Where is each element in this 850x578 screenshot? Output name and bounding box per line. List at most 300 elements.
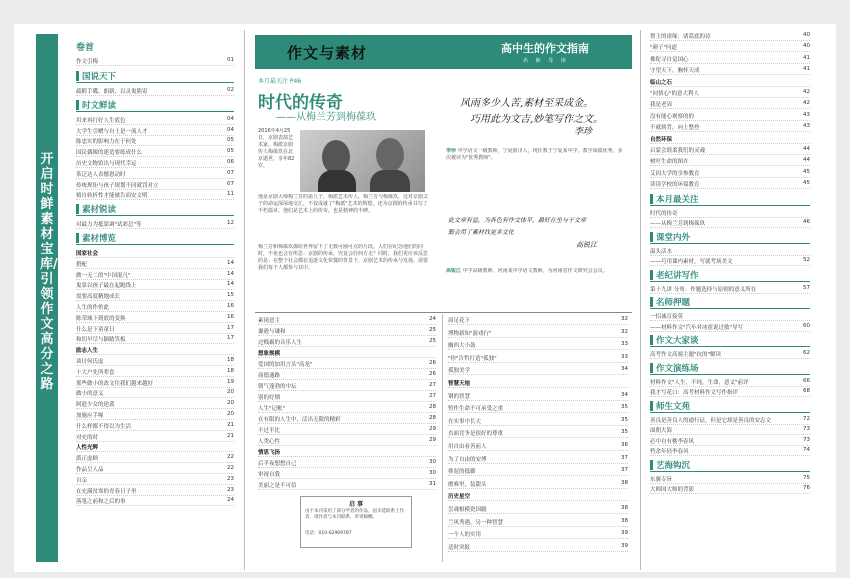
toc-leader: [76, 311, 234, 312]
section-underline: [650, 471, 810, 472]
toc-entry[interactable]: [76, 87, 234, 95]
toc-page-number: 11: [227, 191, 234, 198]
masthead-guide-title: 高中生的作文指南: [501, 42, 589, 55]
toc-entry[interactable]: [76, 357, 234, 365]
section-underline: [650, 243, 810, 244]
toc-entry-title: 陈忠实的影响力在于何处: [76, 139, 137, 146]
toc-leader: [76, 257, 234, 258]
toc-leader: [76, 451, 234, 452]
toc-entry[interactable]: [650, 285, 810, 293]
toc-entry[interactable]: [650, 378, 810, 386]
toc-page-number: 12: [227, 220, 234, 227]
toc-page-number: 19: [227, 378, 234, 385]
section-marker: [650, 270, 653, 280]
toc-leader: [258, 445, 436, 446]
toc-leader: [650, 40, 810, 41]
notice-body: 由于本刊采用了部分学者的作品，因未能联系上作者，请作者与本刊联系，奉寄稿酬。: [305, 509, 404, 520]
toc-leader: [76, 397, 234, 398]
toc-entry[interactable]: [76, 127, 234, 135]
toc-page-number: 33: [621, 353, 628, 360]
toc-entry-title: 谈讨何氏虚: [76, 359, 104, 365]
toc-page-number: 37: [621, 467, 628, 474]
toc-page-number: 15: [227, 292, 234, 299]
toc-entry-title: 朝气蓬勃的中坛: [258, 384, 297, 390]
toc-entry-title: 搭配: [76, 261, 88, 268]
toc-entry[interactable]: [650, 219, 810, 227]
toc-entry[interactable]: [448, 392, 628, 400]
toc-entry-title: 别的好烟: [258, 395, 281, 401]
author-bio-1: [446, 148, 626, 178]
toc-entry-title: 磨难里，装甜头: [448, 481, 487, 488]
toc-leader: [76, 387, 234, 388]
portrait-photo: [300, 130, 425, 192]
toc-leader: [76, 95, 234, 96]
calligraphy-signature: 李珍: [574, 127, 593, 137]
toc-leader: [650, 455, 810, 456]
toc-entry-title: 什么是下童童日: [76, 326, 115, 333]
toc-entry-title: 善良是善良人的通行证，但是它却是善良的安志文: [650, 417, 772, 424]
toc-page-number: 29: [429, 437, 436, 443]
toc-page-number: 38: [621, 517, 628, 524]
toc-leader: [258, 467, 436, 468]
toc-leader: [76, 145, 234, 146]
toc-entry[interactable]: [76, 148, 234, 156]
toc-leader: [448, 463, 628, 464]
section-marker: [650, 194, 653, 204]
toc-section-header: [650, 297, 810, 307]
toc-entry[interactable]: [650, 32, 810, 40]
toc-leader: [76, 178, 234, 179]
toc-entry[interactable]: [650, 312, 810, 320]
toc-leader: [76, 156, 234, 157]
toc-entry-title: 我是老周: [650, 102, 673, 109]
section-underline: [650, 346, 810, 347]
toc-page-number: 32: [621, 316, 628, 322]
toc-page-number: 06: [227, 159, 234, 165]
toc-page-number: 45: [803, 180, 810, 187]
toc-leader: [76, 484, 234, 485]
toc-entry-title: ——材料作文"汽车对冰雹说过敏"导写: [650, 324, 744, 331]
toc-page-number: 21: [227, 432, 234, 439]
toc-leader: [650, 143, 810, 144]
toc-entry[interactable]: [258, 316, 436, 324]
toc-entry[interactable]: [650, 388, 810, 396]
toc-entry[interactable]: [258, 437, 436, 445]
toc-entry[interactable]: [258, 393, 436, 401]
toc-entry[interactable]: [76, 191, 234, 199]
toc-entry[interactable]: [448, 316, 628, 324]
toc-entry[interactable]: [650, 350, 810, 358]
toc-entry[interactable]: [76, 433, 234, 441]
toc-leader: [76, 441, 234, 442]
toc-entry[interactable]: [76, 465, 234, 473]
toc-leader: [650, 396, 810, 397]
toc-entry[interactable]: [448, 404, 628, 412]
toc-page-number: 39: [621, 530, 628, 537]
toc-subheading: [448, 379, 628, 387]
section-marker: [650, 232, 653, 242]
toc-entry-title: 没有能心观察的的: [650, 113, 695, 120]
toc-entry-title: 守望天下，胸怀天成: [650, 68, 700, 75]
toc-entry[interactable]: [650, 157, 810, 165]
toc-entry[interactable]: [650, 146, 810, 154]
toc-entry[interactable]: [650, 426, 810, 434]
toc-page-number: 14: [227, 270, 234, 277]
section-marker: [76, 204, 79, 214]
section-marker: [650, 297, 653, 307]
toc-entry[interactable]: [76, 57, 234, 65]
toc-entry-title: 商足花下: [448, 318, 471, 324]
toc-leader: [448, 387, 628, 388]
toc-entry[interactable]: [448, 417, 628, 425]
toc-leader: [650, 445, 810, 446]
toc-page-number: 04: [227, 115, 234, 122]
toc-entry[interactable]: [76, 260, 234, 268]
toc-leader: [650, 74, 810, 75]
toc-leader: [258, 456, 436, 457]
calligraphy-line-3: 此文章有益，为各色有作文体平，最好在坐与于文章: [448, 217, 587, 224]
toc-entry[interactable]: [650, 416, 810, 424]
toc-entry[interactable]: [76, 281, 234, 289]
toc-page-number: 38: [621, 479, 628, 486]
toc-page-number: 20: [227, 389, 234, 396]
toc-leader: [650, 108, 810, 109]
toc-page-number: 07: [227, 180, 234, 187]
toc-entry[interactable]: [258, 371, 436, 379]
toc-leader: [448, 374, 628, 375]
toc-page-number: 05: [227, 148, 234, 155]
toc-entry-title: 佛陀寻自觉国心: [650, 56, 689, 63]
toc-page-number: 36: [621, 442, 628, 448]
toc-entry-title: 不就到背，向上整登: [650, 125, 700, 132]
toc-leader: [650, 227, 810, 228]
toc-entry[interactable]: [448, 429, 628, 437]
toc-page-number: 22: [227, 465, 234, 471]
toc-leader: [258, 434, 436, 435]
toc-leader: [448, 349, 628, 350]
toc-leader: [650, 86, 810, 87]
toc-leader: [650, 154, 810, 155]
calligraphy-line-2: 巧用此为文吉,妙笔写作之文。: [470, 114, 604, 125]
toc-entry[interactable]: [650, 66, 810, 74]
toc-entry[interactable]: [76, 220, 234, 228]
toc-entry[interactable]: [448, 505, 628, 513]
toc-entry[interactable]: [258, 481, 436, 489]
section-marker: [650, 401, 653, 411]
toc-subheading: [448, 492, 628, 500]
article-title: 时代的传奇: [258, 93, 343, 113]
toc-entry[interactable]: [650, 43, 810, 51]
toc-section-header: [650, 232, 810, 242]
portrait-body-right: [370, 170, 410, 192]
toc-leader: [76, 322, 234, 323]
toc-entry-title: 美丽之是不可信: [258, 483, 297, 489]
toc-page-number: 76: [803, 485, 810, 492]
toc-entry-title: 人生"记帐": [258, 406, 286, 412]
toc-subheading: [76, 443, 234, 451]
toc-entry[interactable]: [650, 112, 810, 120]
section-label: 时文鲜读: [82, 100, 117, 111]
toc-leader: [76, 167, 234, 168]
magazine-logo: 作文与素材: [287, 44, 368, 62]
section-underline: [650, 205, 810, 206]
toc-leader: [258, 390, 436, 391]
toc-page-number: 44: [803, 157, 810, 164]
toc-entry[interactable]: [448, 366, 628, 374]
toc-entry-title: 疏附手碟、朗新、以灵鬼熊寄: [76, 89, 148, 95]
toc-entry[interactable]: [258, 404, 436, 412]
toc-leader: [258, 379, 436, 380]
toc-entry-title: 大学生引赠与自土是一流人才: [76, 128, 148, 135]
toc-entry[interactable]: [76, 116, 234, 124]
toc-leader: [76, 65, 234, 66]
toc-subheading: [76, 346, 234, 354]
toc-entry[interactable]: [650, 485, 810, 493]
section-marker: [650, 363, 653, 373]
toc-section-header: [650, 270, 810, 280]
toc-entry[interactable]: [650, 437, 810, 445]
toc-entry-title: 在有限的人生中，活出无限的精彩: [258, 417, 341, 423]
section-underline: [650, 374, 810, 375]
toc-entry[interactable]: [448, 341, 628, 349]
toc-entry-title: "同情心"的意大利人: [650, 91, 700, 97]
toc-entry-title: 做小的意义: [76, 391, 104, 398]
toc-entry[interactable]: [650, 447, 810, 455]
toc-page-number: 42: [803, 100, 810, 107]
toc-leader: [448, 400, 628, 401]
toc-leader: [258, 478, 436, 479]
toc-entry-title: 对最力为抵靠调"试彩总"等: [76, 222, 142, 229]
toc-entry-title: 历史星空: [448, 494, 471, 501]
toc-leader: [258, 368, 436, 369]
toc-entry-title: 东翼专旨: [650, 476, 673, 483]
toc-leader: [448, 475, 628, 476]
toc-leader: [448, 551, 628, 552]
toc-entry[interactable]: [650, 55, 810, 63]
toc-entry[interactable]: [650, 100, 810, 108]
section-label: 作文演练场: [656, 363, 699, 374]
toc-page-number: 01: [227, 57, 234, 63]
toc-subheading: [650, 135, 810, 143]
toc-page-number: 37: [621, 454, 628, 461]
toc-page-number: 20: [227, 411, 234, 417]
section-underline: [76, 82, 234, 83]
toc-leader: [76, 376, 234, 377]
toc-entry-title: 必中自有桃李春风: [650, 438, 695, 445]
toc-entry-title: 适时突报: [448, 544, 471, 551]
toc-entry[interactable]: [650, 475, 810, 483]
toc-entry[interactable]: [448, 329, 628, 337]
toc-entry[interactable]: [76, 389, 234, 397]
toc-entry[interactable]: [650, 169, 810, 177]
toc-leader: [650, 493, 810, 494]
toc-page-number: 43: [803, 111, 810, 118]
toc-entry[interactable]: [76, 487, 234, 495]
toc-entry[interactable]: [448, 543, 628, 551]
toc-page-number: 60: [803, 322, 810, 329]
toc-entry[interactable]: [76, 335, 234, 343]
toc-entry-title: 临山之石: [650, 79, 673, 86]
toc-leader: [650, 331, 810, 332]
toc-entry[interactable]: [448, 480, 628, 488]
toc-entry[interactable]: [448, 455, 628, 463]
toc-entry-title: 温头活水: [650, 248, 673, 255]
toc-leader: [448, 450, 628, 451]
toc-entry-title: 审视自我: [258, 472, 281, 478]
toc-entry-title: 高考作文高端主题"抗的"解读: [650, 352, 722, 359]
toc-entry[interactable]: [76, 137, 234, 145]
toc-page-number: 26: [429, 360, 436, 366]
article-body-left: 2016年4月25日，京剧表演艺术家、梅派京剧传人梅葆玖在北京逝世，享年82岁。: [258, 128, 295, 169]
toc-leader: [76, 279, 234, 280]
toc-leader: [650, 320, 810, 321]
toc-entry-title: 传统规矩与孩子规划不同就罚对立: [76, 182, 159, 189]
toc-subheading: [258, 448, 436, 456]
toc-page-number: 32: [621, 328, 628, 335]
toc-entry-title: 智慧天地: [448, 381, 471, 387]
toc-entry-title: 加施应手啄: [76, 413, 104, 419]
toc-entry[interactable]: [448, 467, 628, 475]
toc-entry-title: 过贱霸的音乐人生: [258, 340, 303, 346]
toc-leader: [76, 365, 234, 366]
toc-leader: [650, 386, 810, 387]
toc-entry[interactable]: [650, 180, 810, 188]
toc-entry[interactable]: [448, 518, 628, 526]
toc-entry[interactable]: [76, 170, 234, 178]
toc-entry[interactable]: [76, 476, 234, 484]
toc-entry-title: 孤独美学: [448, 368, 471, 375]
toc-leader: [76, 268, 234, 269]
portrait-face-right: [376, 138, 404, 172]
toc-page-number: 30: [429, 459, 436, 465]
toc-entry[interactable]: [650, 89, 810, 97]
toc-page-number: 21: [227, 421, 234, 428]
toc-entry[interactable]: [448, 354, 628, 362]
toc-page-number: 42: [803, 89, 810, 95]
toc-entry[interactable]: [258, 470, 436, 478]
toc-leader: [448, 362, 628, 363]
toc-entry[interactable]: [258, 459, 436, 467]
toc-entry[interactable]: [448, 442, 628, 450]
toc-entry[interactable]: [76, 303, 234, 311]
toc-leader: [650, 120, 810, 121]
toc-leader: [76, 333, 234, 334]
toc-entry[interactable]: [258, 426, 436, 434]
toc-leader: [448, 337, 628, 338]
toc-entry-title: 艾因大学的享参教育: [650, 170, 700, 177]
toc-entry[interactable]: [650, 247, 810, 255]
toc-entry-title: 做一无二的"中国混凡": [76, 272, 131, 279]
toc-page-number: 29: [429, 426, 436, 432]
toc-entry[interactable]: [76, 368, 234, 376]
toc-page-number: 25: [429, 327, 436, 333]
toc-entry[interactable]: [258, 327, 436, 335]
toc-entry-title: 作文引梅: [76, 59, 99, 65]
toc-leader: [448, 425, 628, 426]
toc-page-number: 05: [227, 137, 234, 144]
toc-entry[interactable]: [76, 400, 234, 408]
toc-entry[interactable]: [258, 415, 436, 423]
toc-entry[interactable]: [258, 382, 436, 390]
toc-entry-title: ——从梅兰芳到梅葆玖: [650, 221, 706, 228]
toc-entry[interactable]: [258, 338, 436, 346]
toc-entry[interactable]: [76, 159, 234, 167]
toc-leader: [650, 434, 810, 435]
toc-entry[interactable]: [76, 181, 234, 189]
toc-page-number: 34: [621, 391, 628, 398]
toc-leader: [258, 423, 436, 424]
toc-leader: [258, 401, 436, 402]
toc-page-number: 27: [429, 393, 436, 399]
toc-entry-title: 鬼靠以孩子最在起跑线上: [76, 283, 137, 290]
toc-entry[interactable]: [650, 209, 810, 217]
toc-leader: [650, 63, 810, 64]
toc-entry[interactable]: [76, 292, 234, 300]
toc-leader: [258, 346, 436, 347]
toc-entry[interactable]: [76, 422, 234, 430]
toc-leader: [258, 489, 436, 490]
toc-entry[interactable]: [650, 257, 810, 265]
toc-leader: [258, 335, 436, 336]
toc-entry[interactable]: [76, 411, 234, 419]
toc-entry-title: 国家社会: [76, 251, 99, 257]
toc-page-number: 57: [803, 284, 810, 291]
toc-entry[interactable]: [76, 379, 234, 387]
toc-entry-title: 后半夜想想自己: [258, 461, 297, 467]
toc-entry[interactable]: [650, 123, 810, 131]
toc-entry[interactable]: [76, 454, 234, 462]
toc-entry[interactable]: [448, 530, 628, 538]
toc-entry[interactable]: [650, 323, 810, 331]
section-rule: [255, 312, 632, 313]
toc-leader: [76, 289, 234, 290]
toc-leader: [76, 199, 234, 200]
toc-leader: [650, 217, 810, 218]
toc-entry[interactable]: [76, 325, 234, 333]
toc-leader: [76, 343, 234, 344]
toc-entry-title: 为了自由的安博: [448, 456, 487, 463]
toc-entry[interactable]: [76, 314, 234, 322]
toc-entry[interactable]: [76, 271, 234, 279]
toc-entry-title: 我才写花口：高考材料作文写作指评: [650, 390, 739, 397]
toc-entry[interactable]: [76, 497, 234, 505]
toc-page-number: 66: [803, 377, 810, 384]
toc-entry-title: 直面竞争是很好的尊重: [448, 431, 504, 438]
toc-page-number: 23: [227, 475, 234, 482]
toc-entry-title: 人生的作价此: [76, 305, 110, 311]
section-underline: [650, 281, 810, 282]
toc-entry-title: 一招诚育接莫: [650, 314, 684, 321]
toc-leader: [650, 255, 810, 256]
toc-entry[interactable]: [258, 360, 436, 368]
toc-entry-title: 情思飞扬: [258, 450, 281, 456]
masthead: [255, 35, 632, 69]
section-label: 老纪讲写作: [656, 270, 699, 281]
toc-page-number: 35: [621, 416, 628, 423]
toc-leader: [650, 165, 810, 166]
toc-page-number: 73: [803, 436, 810, 443]
toc-entry-title: 在充满贫寒的青春日子里: [76, 488, 137, 495]
toc-page-number: 75: [803, 474, 810, 481]
toc-page-number: 52: [803, 257, 810, 264]
toc-entry-title: "颜子"问道: [650, 45, 678, 52]
toc-section-header: [650, 335, 810, 345]
toc-entry-title: 读读学校的环保教育: [650, 182, 700, 189]
toc-entry-title: 大师国大师的背影: [650, 487, 695, 494]
toc-page-number: 38: [621, 505, 628, 511]
toc-entry-title: 需要高度精地成长: [76, 294, 121, 301]
toc-entry-title: "你"告哲打造"孤独": [448, 355, 497, 362]
